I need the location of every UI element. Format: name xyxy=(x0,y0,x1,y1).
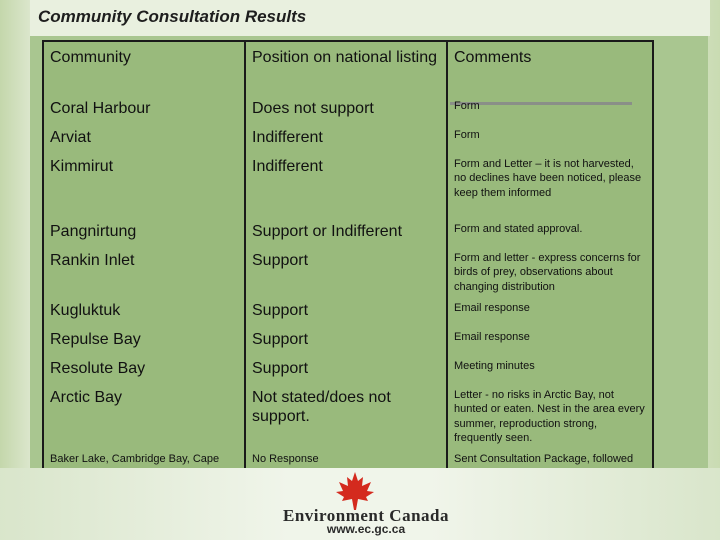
cell-position: Does not support xyxy=(252,100,374,117)
column-divider xyxy=(446,42,448,512)
header-comments: Comments xyxy=(454,49,532,66)
cell-community: Baker Lake, Cambridge Bay, Cape xyxy=(50,453,220,465)
cell-comment: Sent Consultation Package, followed xyxy=(454,453,634,465)
cell-comment: Email response xyxy=(454,331,530,343)
cell-position: Support xyxy=(252,331,309,348)
header-community: Community xyxy=(50,49,131,66)
consultation-table xyxy=(42,40,654,514)
cell-position: Support xyxy=(252,252,309,269)
cell-position: Indifferent xyxy=(252,158,323,175)
cell-comment: Form xyxy=(454,100,480,112)
cell-position: Indifferent xyxy=(252,129,323,146)
cell-community: Rankin Inlet xyxy=(50,252,135,269)
column-divider xyxy=(244,42,246,512)
cell-comment: Letter - no risks in Arctic Bay, not hunted or eaten. Nest in the area every summer, reproduction strong, frequently seen. xyxy=(454,389,645,444)
header-position: Position on national listing xyxy=(252,49,438,66)
cell-community: Coral Harbour xyxy=(50,100,151,117)
organization-url: www.ec.gc.ca xyxy=(326,522,406,536)
cell-comment: Form xyxy=(454,129,480,141)
cell-comment: Meeting minutes xyxy=(454,360,535,372)
cell-comment: Form and Letter – it is not harvested, no declines have been noticed, please keep them informed xyxy=(454,158,642,199)
slide-title: Community Consultation Results xyxy=(38,7,307,26)
cell-position: Support xyxy=(252,302,309,319)
cell-comment: Form and letter - express concerns for birds of prey, observations about changing distribution xyxy=(454,252,641,293)
cell-community: Arviat xyxy=(50,129,91,146)
slide-edge-decoration xyxy=(0,0,30,468)
cell-comment: Email response xyxy=(454,302,530,314)
cell-comment: Form and stated approval. xyxy=(454,223,583,235)
cell-community: Repulse Bay xyxy=(50,331,141,348)
cell-community: Arctic Bay xyxy=(50,389,123,406)
cell-position: Not stated/does not support. xyxy=(252,389,391,426)
cell-community: Kimmirut xyxy=(50,158,114,175)
cell-community: Kugluktuk xyxy=(50,302,121,319)
cell-community: Resolute Bay xyxy=(50,360,146,377)
organization-name: Environment Canada xyxy=(283,506,449,525)
cell-position: No Response xyxy=(252,453,319,465)
cell-position: Support or Indifferent xyxy=(252,223,403,240)
cell-community: Pangnirtung xyxy=(50,223,137,240)
cell-position: Support xyxy=(252,360,309,377)
